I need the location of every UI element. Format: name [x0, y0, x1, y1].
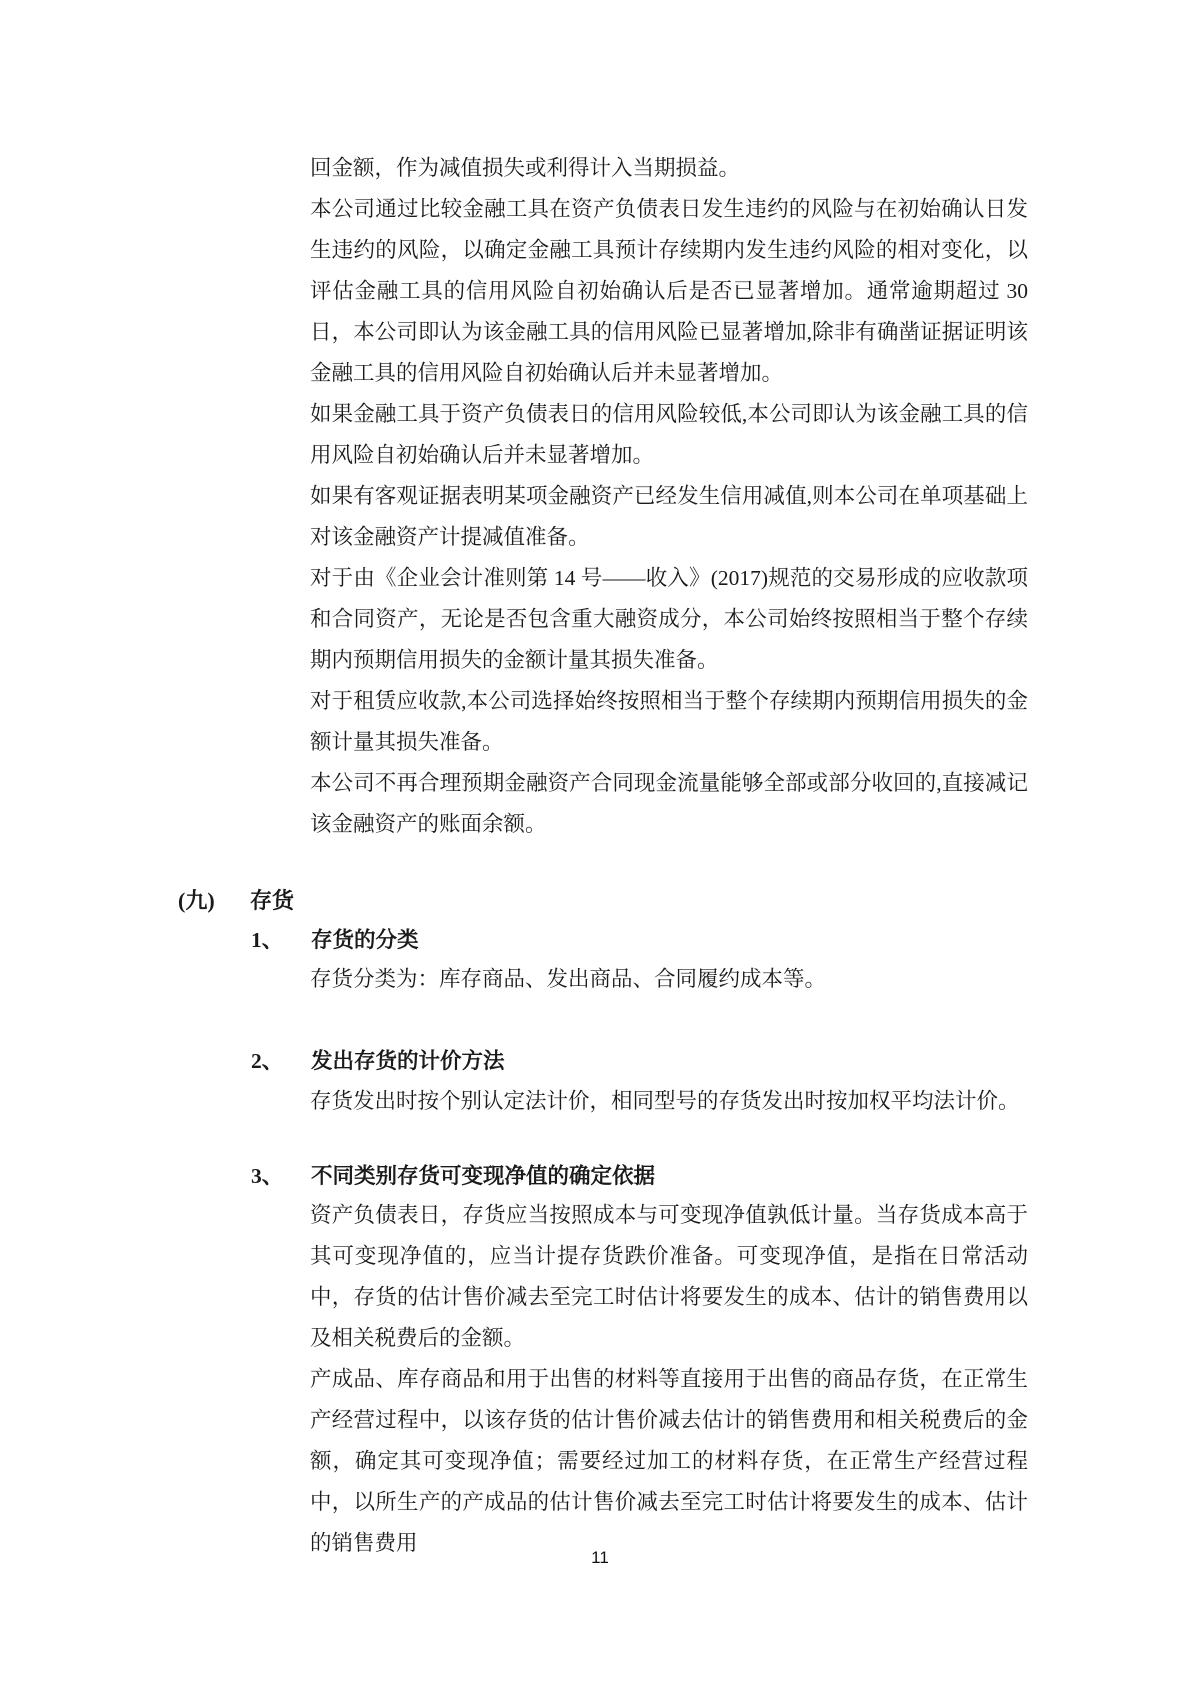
paragraph: 本公司不再合理预期金融资产合同现金流量能够全部或部分收回的,直接减记该金融资产的账面余额。 — [310, 771, 1028, 836]
paragraph: 本公司通过比较金融工具在资产负债表日发生违约的风险与在初始确认日发生违约的风险，以确定金融工具预计存续期内发生违约风险的相对变化，以评估金融工具的信用风险自初始确认后是否已显著增加。通常逾期超过 30 日，本公司即认为该金融工具的信用风险已显著增加,除非有确凿证据证明该金融工具的信用风险自初始确认后并未显著增加。 — [310, 197, 1028, 385]
paragraph: 如果金融工具于资产负债表日的信用风险较低,本公司即认为该金融工具的信用风险自初始确认后并未显著增加。 — [310, 402, 1028, 467]
item-1-body — [310, 959, 1028, 1000]
item-2-title: 发出存货的计价方法 — [311, 1049, 505, 1073]
page-number: 11 — [591, 1548, 609, 1567]
continued-text-block — [310, 148, 1028, 845]
paragraph: 对于由《企业会计准则第 14 号——收入》(2017)规范的交易形成的应收款项和合同资产，无论是否包含重大融资成分，本公司始终按照相当于整个存续期内预期信用损失的金额计量其损失准备。 — [310, 566, 1028, 672]
item-3-title: 不同类别存货可变现净值的确定依据 — [311, 1164, 656, 1188]
paragraph: 产成品、库存商品和用于出售的材料等直接用于出售的商品存货，在正常生产经营过程中，以该存货的估计售价减去估计的销售费用和相关税费后的金额，确定其可变现净值；需要经过加工的材料存货，在正常生产经营过程中，以所生产的产成品的估计售价减去至完工时估计将要发生的成本、估计的销售费用 — [310, 1367, 1028, 1555]
item-3-number: 3、 — [251, 1164, 284, 1188]
paragraph: 存货发出时按个别认定法计价，相同型号的存货发出时按加权平均法计价。 — [310, 1089, 1020, 1113]
section-label: (九) — [178, 888, 215, 913]
section-heading-row — [178, 880, 294, 921]
paragraph: 回金额，作为减值损失或利得计入当期损益。 — [310, 156, 741, 180]
item-2-number: 2、 — [251, 1049, 284, 1073]
item-3-body — [310, 1195, 1028, 1564]
item-2-heading-row — [251, 1041, 505, 1082]
item-1-heading-row — [251, 920, 419, 961]
item-3-heading-row — [251, 1156, 655, 1197]
paragraph: 如果有客观证据表明某项金融资产已经发生信用减值,则本公司在单项基础上对该金融资产计提减值准备。 — [310, 484, 1028, 549]
section-title: 存货 — [250, 888, 295, 913]
paragraph: 资产负债表日，存货应当按照成本与可变现净值孰低计量。当存货成本高于其可变现净值的，应当计提存货跌价准备。可变现净值，是指在日常活动中，存货的估计售价减去至完工时估计将要发生的成本、估计的销售费用以及相关税费后的金额。 — [310, 1203, 1028, 1350]
paragraph: 对于租赁应收款,本公司选择始终按照相当于整个存续期内预期信用损失的金额计量其损失准备。 — [310, 689, 1028, 754]
item-1-title: 存货的分类 — [311, 928, 419, 952]
item-2-body — [310, 1081, 1028, 1122]
item-1-number: 1、 — [251, 928, 284, 952]
paragraph: 存货分类为：库存商品、发出商品、合同履约成本等。 — [310, 967, 827, 991]
